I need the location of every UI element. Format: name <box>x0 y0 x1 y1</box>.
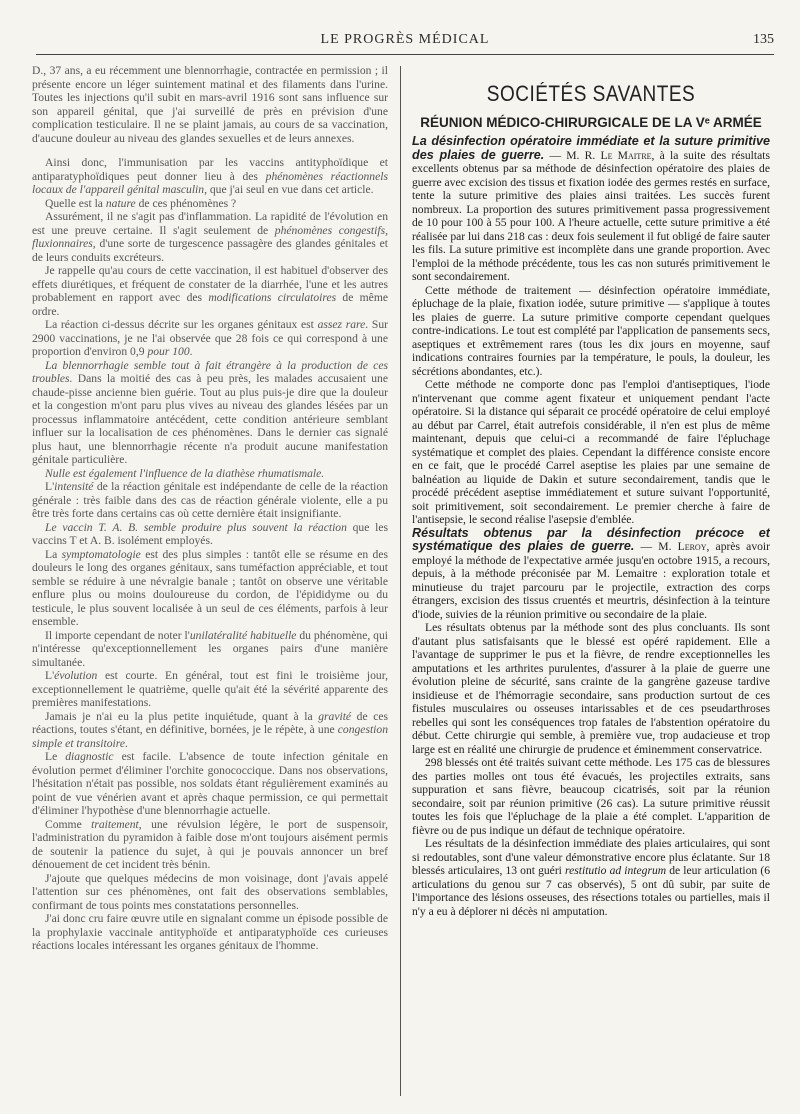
paragraph: Cette méthode de traitement — désinfection opératoire immédiate, épluchage de la plaie, fixation iodée, suture primitive — s'applique à toutes les plaies de guerre. La suture primitive comporte cependant quelques contre-indications. Le tout est complété par l'application de pansements secs, aseptiques et extrêmement rares (tous les dix jours en moyenne, sauf indications contraires fournies par la température, le pouls, la douleur, les sécrétions abondantes, etc.). <box>412 283 770 378</box>
paragraph: J'ai donc cru faire œuvre utile en signalant comme un épisode possible de la prophylaxie vaccinale antityphoïde et antiparatyphoïde ces curieuses réactions locales intéressant les organes génitaux de l'homme. <box>32 912 388 952</box>
paragraph: Comme traitement, une révulsion légère, le port de suspensoir, l'administration du pyramidon à faible dose m'ont toujours aisément permis de soutenir la patience du sujet, à qui je pouvais annoncer un bref dénouement de cet incident très bénin. <box>32 817 388 871</box>
journal-title: LE PROGRÈS MÉDICAL <box>320 32 490 47</box>
paragraph: Quelle est la nature de ces phénomènes ? <box>45 196 237 210</box>
paragraph: J'ajoute que quelques médecins de mon voisinage, dont j'avais appelé l'attention sur ces phénomènes, ont fait des observations semblables, confirmant de tous points mes constatations personnelles. <box>32 871 388 912</box>
paragraph: La blennorrhagie semble tout à fait étrangère à la production de ces troubles. Dans la moitié des cas à peu près, les malades accusaient une chaude-pisse ancienne bien guérie. Tout au plus puis-je dire que la douleur et la congestion m'ont paru plus vives au niveau des glandes lésées par un processus inflammatoire antécédent, cette condition antérieure semblant influer sur la localisation de ces phénomènes. Dans le dernier cas signalé plus haut, une blennorrhagie récente n'a produit aucune manifestation génitale particulière. <box>32 358 388 466</box>
paragraph: Je rappelle qu'au cours de cette vaccination, il est habituel d'observer des effets diurétiques, et fréquent de constater de la diarrhée, l'une et les autres probablement en rapport avec des modifications circulatoires de même ordre. <box>32 264 388 318</box>
paragraph: La réaction ci-dessus décrite sur les organes génitaux est assez rare. Sur 2900 vaccinations, je ne l'ai observée que 28 fois ce qui correspond à une proportion d'environ 0,9 pour 100. <box>32 318 388 358</box>
section-title: SOCIÉTÉS SAVANTES <box>486 82 696 107</box>
paragraph: Assurément, il ne s'agit pas d'inflammation. La rapidité de l'évolution en est une preuve certaine. Il s'agit seulement de phénomènes congestifs, fluxionnaires, d'une sorte de turgescence passagère des glandes génitales et de leurs conduits excréteurs. <box>32 210 388 264</box>
paragraph: D., 37 ans, a eu récemment une blennorrhagie, contractée en permission ; il présente encore un léger suintement matinal et des filaments dans l'urine. Toutes les injections qu'il subit en mars-avril 1916 sont sans influence sur son appareil génital, que j'ai surveillé de près en prévision d'une complication testiculaire. Il ne se plaint jamais, au cours de sa vaccination, d'aucune douleur au niveau des glandes sexuelles et de leurs annexes. <box>32 64 388 145</box>
left-column <box>32 64 388 1104</box>
paragraph: Le vaccin T. A. B. semble produire plus souvent la réaction que les vaccins T et A. B. isolément employés. <box>32 520 388 547</box>
paragraph: La symptomatologie est des plus simples : tantôt elle se résume en des douleurs le long des organes génitaux, sans tuméfaction appréciable, et tout semble se réduire à une névralgie banale ; tantôt on observe une véritable enflure plus ou moins douloureuse du cordon, de l'épididyme ou du testicule, le plus souvent localisée à un seul de ces éléments, parfois à leur ensemble. <box>32 547 388 628</box>
page-number: 135 <box>753 32 774 47</box>
paragraph: Les résultats obtenus par la méthode sont des plus concluants. Ils sont d'autant plus satisfaisants que le blessé est opéré rapidement. Elle a l'avantage de supprimer le pus et la fièvre, de rendre exceptionnelles les amputations et les arthrites purulentes, d'assurer à la plaie de guerre une évolution pleine de sécurité, sans crainte de la gangrène gazeuse tardive insidieuse et de l'hémorragie secondaire, sans production surtout de ces fistules musculaires ou osseuses intarissables et de ces pseudarthroses rebelles qui sont les conséquences trop fatales de l'abstention opératoire du début. Cette chirurgie qui semble, à première vue, trop audacieuse et trop large est en réalité une chirurgie de prudence et éminemment conservatrice. <box>412 621 770 756</box>
article-2-paragraph: Résultats obtenus par la désinfection précoce et systématique des plaies de guerre. — M. Leroy, après avoir employé la méthode de l'expectative armée jusqu'en octobre 1915, a recours, depuis, à la méthode préconisée par M. Lemaitre : exploration totale et minutieuse du trajet parcouru par le projectile, extraction des corps étrangers, excision des tissus cruentés et meurtris, désinfection à la teinture d'iode, suivies de la réunion primitive ou secondaire de la plaie. <box>412 525 770 621</box>
column-divider <box>400 66 401 1096</box>
article-1-title: La désinfection opératoire immédiate et la suture primitive des plaies de guerre. <box>412 134 770 162</box>
paragraph: Il importe cependant de noter l'unilatéralité habituelle du phénomène, qui n'intéresse qu'exceptionnellement les organes pairs d'une manière simultanée. <box>32 628 388 669</box>
running-header <box>36 30 774 55</box>
article-2-title: Résultats obtenus par la désinfection précoce et systématique des plaies de guerre. <box>412 525 770 553</box>
article-2-author: — M. Leroy <box>634 540 707 553</box>
paragraph: Les résultats de la désinfection immédiate des plaies articulaires, qui sont si redoutables, sont d'une valeur démonstrative encore plus éclatante. Sur 18 blessés articulaires, 13 ont guéri restitutio ad integrum de leur articulation (6 articulations du genou sur 7 cas observés), 5 ont dû subir, par suite de l'importance des lésions osseuses, des résections totales ou partielles, mais il n'y a eu à déplorer ni décès ni amputation. <box>412 837 770 918</box>
paragraph: Ainsi donc, l'immunisation par les vaccins antityphoïdique et antiparatyphoïdiques peut donner lieu à des phénomènes réactionnels locaux de l'appareil génital masculin, que j'ai seul en vue dans cet article. <box>32 156 388 196</box>
paragraph: Cette méthode ne comporte donc pas l'emploi d'antiseptiques, l'iode n'intervenant que comme agent fixateur et uniquement pendant l'acte opératoire. Si la distance qui séparait ce procédé opératoire de celui employé au début par Carrel, était autrefois considérable, il n'en est plus de même maintenant, depuis que celui-ci a recommandé de faire l'épluchage systématique et complet des plaies. Cependant la différence consiste encore en ce fait, que le procédé Carrel aseptise les plaies par une semaine de balnéation au liquide de Dakin et suture secondairement, tandis que le procédé précédent aseptise immédiatement et suture suivant l'opportunité, soit primitivement, soit secondairement. Le premier cherche à faire de l'antisepsie, le second réalise l'asepsie d'emblée. <box>412 378 770 526</box>
paragraph: Le diagnostic est facile. L'absence de toute infection génitale en évolution permet d'éliminer l'orchite gonococcique. Dans nos observations, l'hésitation n'était pas possible, nos soldats étant régulièrement examinés au point de vue vénérien avant et après chaque permission, ce qui permettait d'éliminer l'hypothèse d'une blennorrhagie actuelle. <box>32 750 388 817</box>
paragraph: 298 blessés ont été traités suivant cette méthode. Les 175 cas de blessures des parties molles ont tous été évacués, les projectiles extraits, sans suppuration et sans fièvre, beaucoup cicatrisés, soit par la réunion secondaire, soit par réunion primitive (26 cas). La suture primitive réussit toutes les fois que l'épluchage de la plaie a été complet. L'apparition de fièvre ou de pus indique un défaut de technique opératoire. <box>412 756 770 837</box>
article-1-author: — M. R. Le Maitre <box>544 148 652 162</box>
right-column <box>412 64 770 1104</box>
paragraph: L'évolution est courte. En général, tout est fini le troisième jour, exceptionnellement le quatrième, quelle qu'ait été la sévérité apparente des premières manifestations. <box>32 669 388 709</box>
article-1-paragraph: La désinfection opératoire immédiate et la suture primitive des plaies de guerre. — M. R. Le Maitre, à la suite des résultats excellents obtenus par sa méthode de désinfection opératoire des plaies de guerre avec excision des tissus et fixation iodée des germes restés en surface, tente la suture primitive des plaies ainsi traitées. Les succès furent nombreux. La proportion des sutures primitivement passa progressivement de 10 pour 100 à 55 pour 100. A l'heure actuelle, cette suture primitive a été réalisée par lui dans 218 cas : deux fois seulement il fut obligé de faire sauter les fils. La suture primitive est incomplète dans une grande proportion. Avec l'emploi de la méthode précédente, tous les cas non suturés primitivement le sont secondairement. <box>412 134 770 283</box>
meeting-title: RÉUNION MÉDICO-CHIRURGICALE DE LA Vᵉ ARMÉE <box>420 114 762 130</box>
paragraph: Nulle est également l'influence de la diathèse rhumatismale. <box>45 466 325 480</box>
paragraph: L'intensité de la réaction génitale est indépendante de celle de la réaction générale : très faible dans des cas de réaction générale violente, elle a pu être très forte dans certains cas où cette dernière était insignifiante. <box>32 480 388 520</box>
paragraph: Jamais je n'ai eu la plus petite inquiétude, quant à la gravité de ces réactions, toutes s'étant, en définitive, bornées, je le répète, à une congestion simple et transitoire. <box>32 709 388 750</box>
